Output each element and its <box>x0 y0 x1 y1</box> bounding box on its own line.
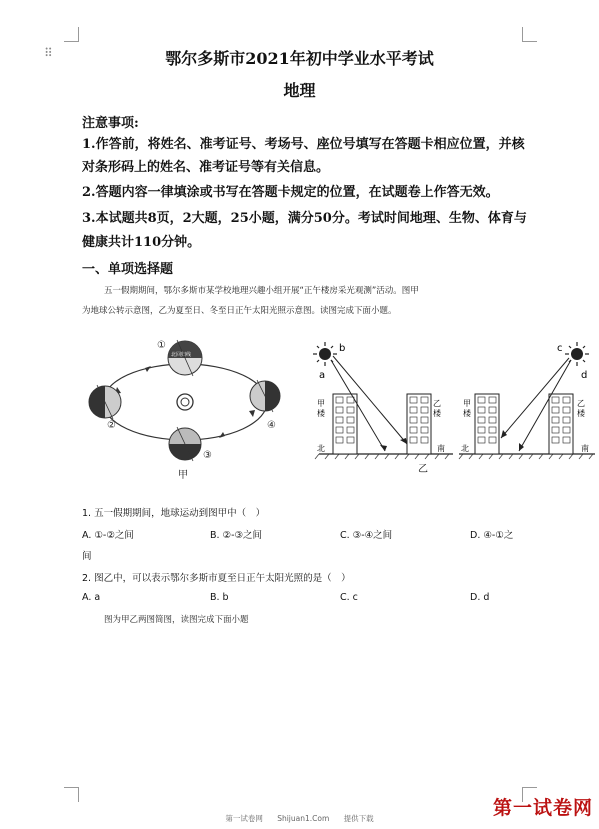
section-heading: 一、单项选择题 <box>82 262 174 277</box>
question-1-option-c[interactable]: C. ③-④之间 <box>340 530 393 541</box>
notice-line: 2.答题内容一律填涂或书写在答题卡规定的位置，在试题卷上作答无效。 <box>82 185 499 200</box>
svg-text:楼: 楼 <box>433 409 441 418</box>
direction-label: 南 <box>581 444 589 453</box>
question-2-option-a[interactable]: A. a <box>82 592 101 603</box>
sun-icon <box>177 394 193 410</box>
question-2-option-d[interactable]: D. d <box>470 592 490 603</box>
notice-line: 健康共计110分钟。 <box>82 235 201 250</box>
position-label: ② <box>107 420 116 431</box>
notice-line: 1.作答前，将姓名、准考证号、考场号、座位号填写在答题卡相应位置，并核 <box>82 137 525 152</box>
subject-title: 地理 <box>283 81 316 100</box>
question-1-option-d[interactable]: D. ④-①之 <box>470 530 514 541</box>
next-intro-text: 图为甲乙两图简图，读图完成下面小题 <box>104 615 249 625</box>
page-corner-mark <box>64 27 79 42</box>
building-label: 乙 <box>433 399 441 408</box>
direction-label: 北 <box>317 444 325 453</box>
question-1-text: 1. 五一假期期间，地球运动到图甲中（ ） <box>82 508 266 519</box>
footer-right: 提供下载 <box>343 814 374 823</box>
sun-icon <box>565 342 589 366</box>
building-label: 甲 <box>317 399 325 408</box>
sun-icon <box>313 342 337 366</box>
svg-text:楼: 楼 <box>463 409 471 418</box>
position-label: ④ <box>267 420 276 431</box>
notice-line: 对条形码上的姓名、准考证号等有关信息。 <box>82 160 330 175</box>
page-title: 鄂尔多斯市2021年初中学业水平考试 <box>165 49 434 68</box>
figure-yi-sunlight <box>305 336 599 461</box>
direction-label: 南 <box>437 444 445 453</box>
intro-text: 为地球公转示意图，乙为夏至日、冬至日正午太阳光照示意图。读图完成下面小题。 <box>82 306 397 316</box>
question-2-text: 2. 图乙中，可以表示鄂尔多斯市夏至日正午太阳光照的是（ ） <box>82 573 351 584</box>
ray-label: a <box>319 370 326 381</box>
position-label: ① <box>157 340 166 351</box>
earth-right-icon <box>250 380 280 412</box>
ray-label: c <box>557 343 563 354</box>
notice-heading: 注意事项: <box>82 116 139 131</box>
svg-text:北回归线: 北回归线 <box>171 352 192 358</box>
footer-left: 第一试卷网 <box>225 814 263 823</box>
direction-label: 北 <box>461 444 469 453</box>
figure-yi-label: 乙 <box>418 464 428 475</box>
question-2-option-c[interactable]: C. c <box>340 592 358 603</box>
svg-text:楼: 楼 <box>317 409 325 418</box>
intro-text: 五一假期期间，鄂尔多斯市某学校地理兴趣小组开展“正午楼房采光观测”活动。图甲 <box>104 286 419 296</box>
page-corner-mark <box>64 787 79 802</box>
drag-handle-icon[interactable]: ⠿ <box>44 46 54 60</box>
position-label: ③ <box>203 450 212 461</box>
svg-text:乙: 乙 <box>577 399 585 408</box>
question-2-option-b[interactable]: B. b <box>210 592 229 603</box>
svg-text:甲: 甲 <box>463 399 471 408</box>
brand-logo: 第一试卷网 <box>492 797 593 819</box>
svg-text:楼: 楼 <box>577 409 585 418</box>
notice-line: 3.本试题共8页，2大题，25小题，满分50分。考试时间地理、生物、体育与 <box>82 211 527 226</box>
earth-bottom-icon <box>169 427 201 461</box>
ray-label: b <box>339 343 346 354</box>
question-1-option-b[interactable]: B. ②-③之间 <box>210 530 263 541</box>
earth-top-icon <box>168 340 202 376</box>
ray-label: d <box>581 370 588 381</box>
footer-mid[interactable]: Shijuan1.Com <box>277 814 330 823</box>
figure-jia-label: 甲 <box>178 470 188 481</box>
question-1-option-d-overflow: 间 <box>82 551 92 562</box>
page-corner-mark <box>522 27 537 42</box>
earth-left-icon <box>89 385 121 419</box>
question-1-option-a[interactable]: A. ①-②之间 <box>82 530 134 541</box>
figure-jia-orbit <box>85 336 285 476</box>
